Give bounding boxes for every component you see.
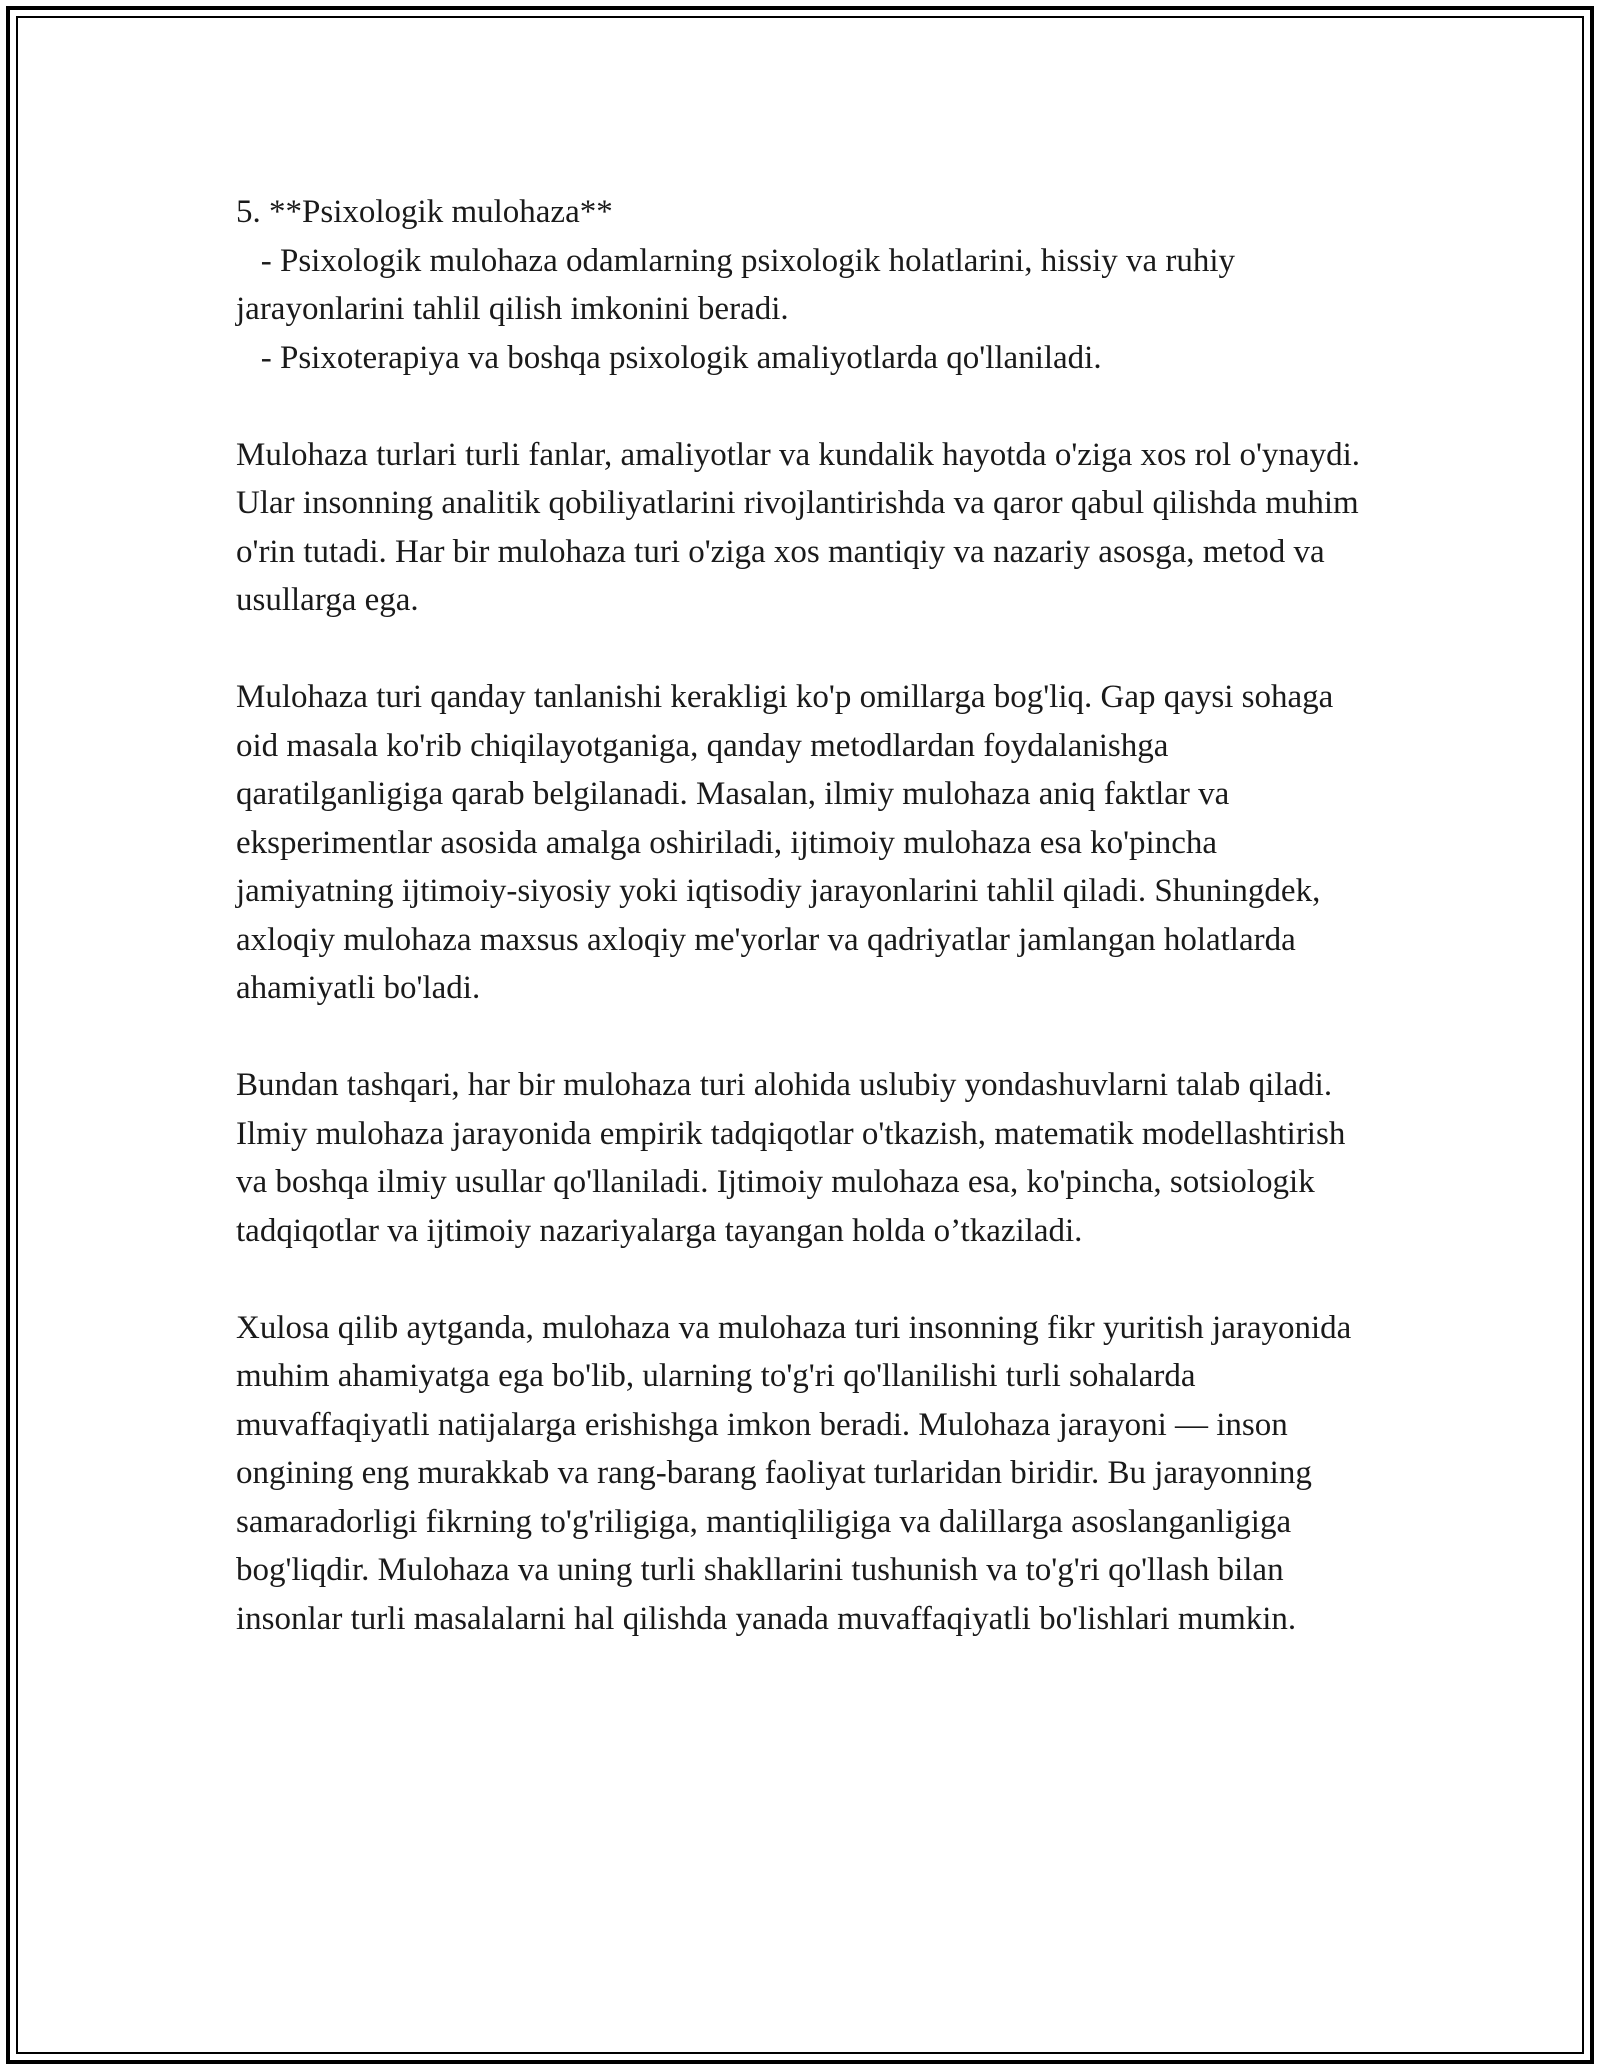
- paragraph: Bundan tashqari, har bir mulohaza turi alohida uslubiy yondashuvlarni talab qiladi. Ilmiy mulohaza jarayonida empirik tadqiqotlar o'tkazish, matematik modellashtirish va boshqa ilmiy usullar qo'llaniladi. Ijtimoiy mulohaza esa, ko'pincha, sotsiologik tadqiqotlar va ijtimoiy nazariyalarga tayangan holda o’tkaziladi.: [236, 1067, 1354, 1249]
- bullet-item: - Psixoterapiya va boshqa psixologik amaliyotlarda qo'llaniladi.: [236, 339, 1102, 376]
- section-heading: 5. **Psixologik mulohaza**: [236, 194, 613, 230]
- paragraph: Xulosa qilib aytganda, mulohaza va mulohaza turi insonning fikr yuritish jarayonida muhim ahamiyatga ega bo'lib, ularning to'g'ri qo'llanilishi turli sohalarda muvaffaqiyatli natijalarga erishishga imkon beradi. Mulohaza jarayoni — inson ongining eng murakkab va rang-barang faoliyat turlaridan biridir. Bu jarayonning samaradorligi fikrning to'g'riligiga, mantiqliligiga va dalillarga asoslanganligiga bog'liqdir. Mulohaza va uning turli shakllarini tushunish va to'g'ri qo'llash bilan insonlar turli masalalarni hal qilishda yanada muvaffaqiyatli bo'lishlari mumkin.: [236, 1309, 1360, 1637]
- section-block: [236, 188, 1366, 382]
- paragraph: Mulohaza turlari turli fanlar, amaliyotlar va kundalik hayotda o'ziga xos rol o'ynaydi. Ular insonning analitik qobiliyatlarini rivojlantirishda va qaror qabul qilishda muhim o'rin tutadi. Har bir mulohaza turi o'ziga xos mantiqiy va nazariy asosga, metod va usullarga ega.: [236, 436, 1369, 618]
- bullet-item: - Psixologik mulohaza odamlarning psixologik holatlarini, hissiy va ruhiy jarayonlarini tahlil qilish imkonini beradi.: [236, 242, 1244, 327]
- paragraph: Mulohaza turi qanday tanlanishi kerakligi ko'p omillarga bog'liq. Gap qaysi sohaga oid masala ko'rib chiqilayotganiga, qanday metodlardan foydalanishga qaratilganligiga qarab belgilanadi. Masalan, ilmiy mulohaza aniq faktlar va eksperimentlar asosida amalga oshiriladi, ijtimoiy mulohaza esa ko'pincha jamiyatning ijtimoiy-siyosiy yoki iqtisodiy jarayonlarini tahlil qiladi. Shuningdek, axloqiy mulohaza maxsus axloqiy me'yorlar va qadriyatlar jamlangan holatlarda ahamiyatli bo'ladi.: [236, 679, 1342, 1006]
- document-body: [236, 188, 1369, 1692]
